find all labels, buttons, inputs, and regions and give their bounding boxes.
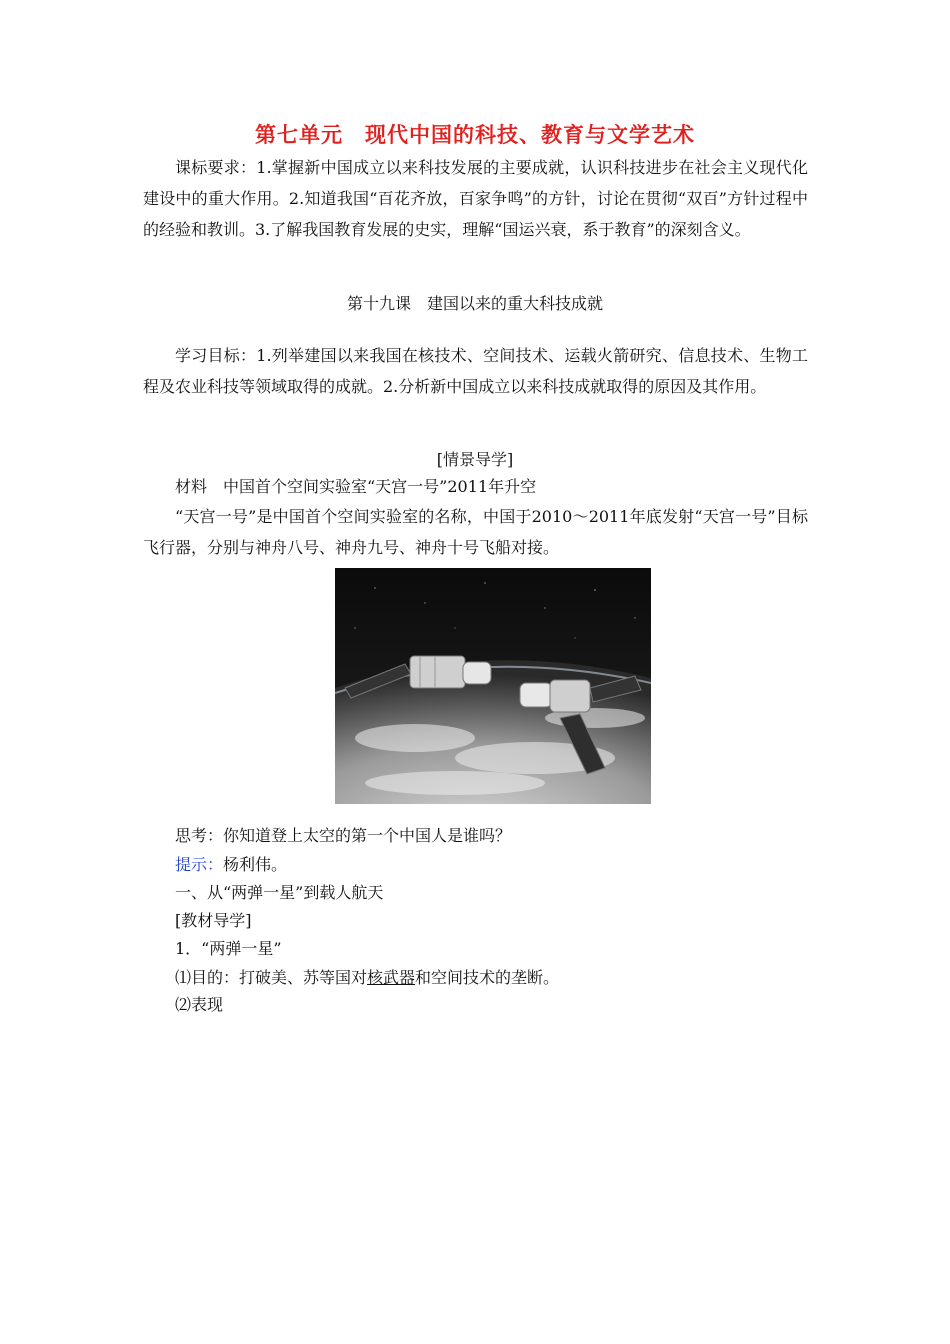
purpose-suffix: 和空间技术的垄断。 [415, 968, 560, 987]
material-text: “天宫一号”是中国首个空间实验室的名称，中国于2010～2011年底发射“天宫一号”目标飞行器，分别与神舟八号、神舟九号、神舟十号飞船对接。 [143, 507, 808, 557]
lesson-title: 第十九课 建国以来的重大科技成就 [346, 294, 603, 313]
purpose-keyword: 核武器 [367, 968, 416, 987]
curriculum-requirements: 课标要求：1.掌握新中国成立以来科技发展的主要成就，认识科技进步在社会主义现代化建设中的重大作用。2.知道我国“百花齐放，百家争鸣”的方针，讨论在贯彻“双百”方针过程中的经验和教训。3.了解我国教育发展的史实，理解“国运兴衰，系于教育”的深刻含义。 [143, 158, 808, 239]
material-title: 材料 中国首个空间实验室“天宫一号”2011年升空 [175, 477, 537, 496]
purpose-prefix: ⑴目的：打破美、苏等国对 [175, 968, 368, 987]
manifestation-line: ⑵表现 [175, 995, 224, 1014]
section-heading: 一、从“两弹一星”到载人航天 [175, 883, 384, 902]
hint-answer: 杨利伟。 [223, 855, 288, 874]
think-question: 思考：你知道登上太空的第一个中国人是谁吗？ [175, 826, 512, 845]
purpose-line [175, 968, 559, 988]
scene-heading: [情景导学] [436, 450, 514, 469]
learning-objectives: 学习目标：1.列举建国以来我国在核技术、空间技术、运载火箭研究、信息技术、生物工程及农业科技等领域取得的成就。2.分析新中国成立以来科技成就取得的原因及其作用。 [143, 346, 808, 396]
hint-line [175, 855, 287, 875]
unit-title: 第七单元 现代中国的科技、教育与文学艺术 [255, 122, 695, 147]
tiangong-docking-photo [335, 568, 651, 804]
hint-label: 提示： [175, 855, 224, 874]
item-heading: 1．“两弹一星” [175, 939, 282, 958]
textbook-heading: [教材导学] [175, 911, 252, 930]
